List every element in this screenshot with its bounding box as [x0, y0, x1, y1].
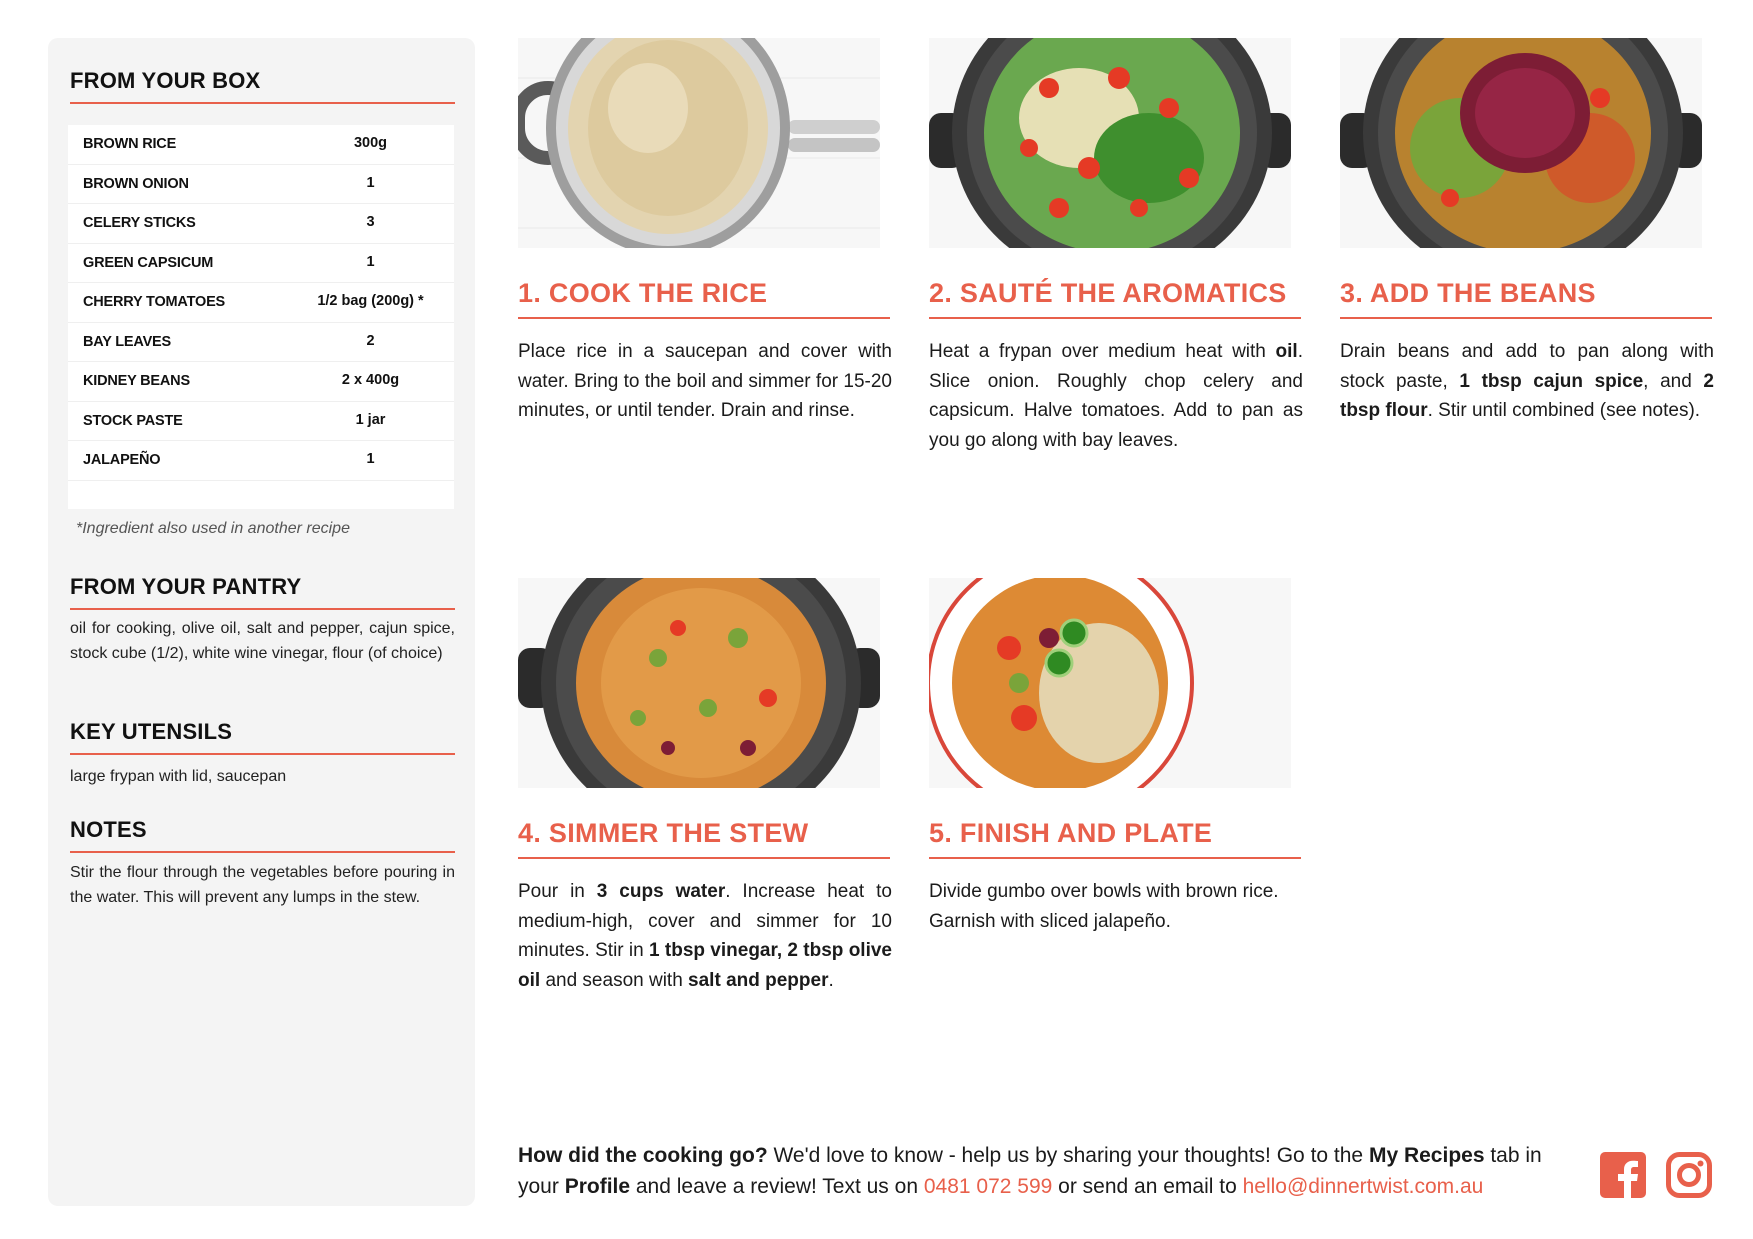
ingredient-qty: 300g: [353, 135, 388, 151]
ingredient-row: [68, 165, 454, 205]
step-4-text-part: Pour in: [518, 881, 597, 902]
step-3-bold-flour: 2 tbsp flour: [1340, 370, 1714, 421]
step-3-photo: [1340, 38, 1702, 248]
ingredient-row: [68, 362, 454, 402]
step-4-bold-water: 3 cups water: [596, 881, 726, 902]
step-3-text-part: , and: [1643, 370, 1704, 392]
step-2-photo: [929, 38, 1291, 248]
ingredient-row: [68, 244, 454, 284]
feedback-text: or send an email to: [1052, 1175, 1243, 1198]
ingredient-row: [68, 204, 454, 244]
ingredient-name: JALAPEÑO: [83, 452, 161, 468]
sidebar: [48, 38, 475, 1206]
facebook-icon[interactable]: [1600, 1152, 1646, 1198]
ingredient-row: [68, 283, 454, 323]
ingredient-table: [68, 125, 454, 509]
step-1-text-part: Place rice in a saucepan and cover with water. Bring to the boil and simmer for 15-20 minutes, or until tender. Drain and rinse.: [518, 341, 892, 421]
ingredient-name: BAY LEAVES: [83, 333, 171, 350]
step-2-text-part: . Slice onion. Roughly chop celery and capsicum. Halve tomatoes. Add to pan as you go along with bay leaves.: [929, 341, 1303, 451]
step-2-text-part: Heat a frypan over medium heat with: [929, 341, 1276, 362]
phone-link[interactable]: 0481 072 599: [923, 1175, 1053, 1198]
ingredient-qty: 1/2 bag (200g) *: [317, 293, 424, 309]
ingredient-row: [68, 125, 454, 165]
feedback-question: How did the cooking go?: [518, 1144, 768, 1167]
step-4-bold-vinegar: 1 tbsp vinegar, 2 tbsp olive oil: [518, 940, 892, 991]
ingredient-qty: 1: [366, 174, 375, 191]
step-2-bold-oil: oil: [1275, 341, 1298, 362]
ingredient-name: KIDNEY BEANS: [83, 373, 190, 389]
step-5-title: 5. FINISH AND PLATE: [929, 818, 1301, 859]
step-5-text: [929, 877, 1303, 936]
utensils-text: large frypan with lid, saucepan: [70, 768, 287, 785]
ingredient-name: CHERRY TOMATOES: [83, 294, 226, 310]
step-3-text: [1340, 337, 1714, 426]
step-4-text-part: .: [828, 969, 834, 991]
pantry-heading: FROM YOUR PANTRY: [70, 574, 455, 610]
utensils-heading: KEY UTENSILS: [70, 719, 455, 755]
ingredient-qty: 2: [366, 332, 375, 349]
step-3-text-part: Drain beans and add to pan along with stock paste,: [1340, 341, 1714, 392]
step-4-bold-season: salt and pepper: [688, 969, 829, 991]
instagram-icon[interactable]: [1666, 1152, 1712, 1198]
ingredient-qty: 3: [366, 214, 375, 230]
step-3-title: 3. ADD THE BEANS: [1340, 278, 1712, 319]
step-4-text-part: . Increase heat to medium-high, cover and simmer for 10 minutes. Stir in: [518, 881, 892, 961]
step-5-text-part: Divide gumbo over bowls with brown rice. Garnish with sliced jalapeño.: [929, 881, 1279, 932]
notes-text: Stir the flour through the vegetables before pouring in the water. This will prevent any lumps in the stew.: [70, 864, 455, 906]
step-1-photo: [518, 38, 880, 248]
step-1-title: 1. COOK THE RICE: [518, 278, 890, 319]
step-5-photo: [929, 578, 1291, 788]
ingredient-qty: 1: [366, 253, 375, 270]
ingredient-name: GREEN CAPSICUM: [83, 254, 214, 271]
ingredient-qty: 1 jar: [355, 411, 386, 428]
from-your-box-heading: FROM YOUR BOX: [70, 68, 455, 104]
step-4-title: 4. SIMMER THE STEW: [518, 818, 890, 859]
step-3-bold-spice: 1 tbsp cajun spice: [1459, 370, 1644, 392]
step-4-text-part: and season with: [540, 969, 689, 991]
step-2-text: [929, 337, 1303, 455]
feedback-footer: [518, 1140, 1578, 1202]
feedback-text: and leave a review! Text us on: [630, 1175, 924, 1198]
email-link[interactable]: hello@dinnertwist.com.au: [1242, 1175, 1484, 1198]
ingredient-row: [68, 323, 454, 363]
ingredient-row: [68, 441, 454, 481]
step-1-text: [518, 337, 892, 426]
ingredient-qty: 2 x 400g: [341, 372, 400, 388]
step-2-title: 2. SAUTÉ THE AROMATICS: [929, 278, 1301, 319]
notes-heading: NOTES: [70, 817, 455, 853]
step-4-photo: [518, 578, 880, 788]
ingredient-qty: 1: [366, 451, 375, 467]
step-3-text-part: . Stir until combined (see notes).: [1427, 400, 1701, 421]
ingredient-name: BROWN RICE: [83, 136, 177, 152]
my-recipes-link[interactable]: My Recipes: [1368, 1144, 1485, 1167]
feedback-text: We'd love to know - help us by sharing your thoughts! Go to the: [767, 1144, 1369, 1167]
pantry-text: oil for cooking, olive oil, salt and pepper, cajun spice, stock cube (1/2), white wine vinegar, flour (of choice): [70, 620, 455, 662]
feedback-text: tab in your: [518, 1144, 1542, 1198]
ingredient-name: BROWN ONION: [83, 175, 189, 192]
ingredient-footnote: *Ingredient also used in another recipe: [76, 520, 350, 537]
step-4-text: [518, 877, 892, 995]
ingredient-name: STOCK PASTE: [83, 412, 183, 429]
profile-link[interactable]: Profile: [564, 1175, 631, 1198]
ingredient-row: [68, 402, 454, 442]
ingredient-name: CELERY STICKS: [83, 215, 196, 231]
